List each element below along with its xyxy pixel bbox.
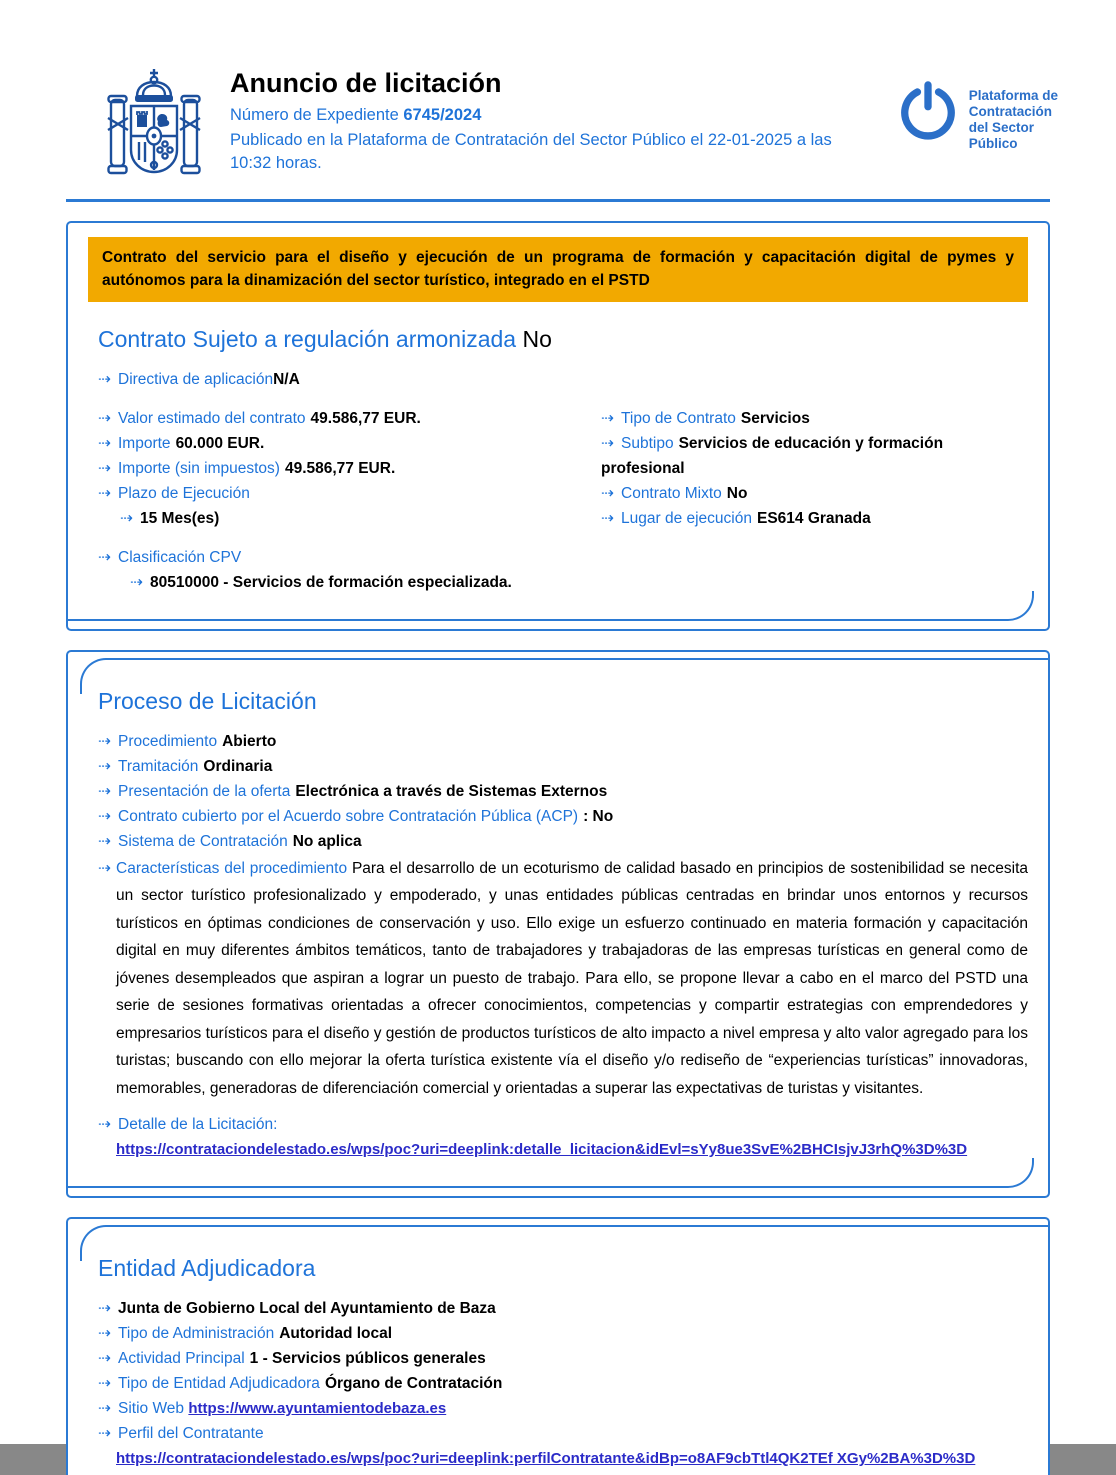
section-heading-proceso: Proceso de Licitación [98, 687, 317, 714]
dashed-arrow-icon: ⇢ [98, 1400, 111, 1417]
perfil-contratante-link[interactable]: https://contrataciondelestado.es/wps/poc?uri=deeplink:perfilContratante&idBp=o8AF9cbTtl4QK2TEf XGy%2BA%3D%3D [116, 1450, 976, 1467]
section-heading-armonizada: Contrato Sujeto a regulación armonizada No [98, 325, 552, 352]
section-heading-entidad: Entidad Adjudicadora [98, 1255, 316, 1281]
detalle-licitacion-link[interactable]: https://contrataciondelestado.es/wps/poc?uri=deeplink:detalle_licitacion&idEvl=sYy8ue3SvE%2BHCIsjvJ3rhQ%3D%3D [116, 1141, 968, 1158]
section-proceso-licitacion [66, 650, 1050, 1199]
field-directiva: ⇢ Directiva de aplicaciónN/A [98, 370, 300, 388]
caracteristicas-text: Para el desarrollo de un ecoturismo de calidad basado en principios de sostenibilidad se necesita un sector turístico profesionalizado y empoderado, y unas entidades públicas centradas en brindar unos entornos y recursos turísticos en óptimas condiciones de conservación y uso. Ello exige un esfuerzo continuado en materia formación y capacitación digital en muy diferentes ámbitos temáticos, tanto de trabajadores y trabajadoras de las empresas turísticas en general como de jóvenes desempleados que aspiran a lograr un puesto de trabajo. Para ello, se propone llevar a cabo en el marco del PSTD una serie de sesiones formativas orientadas a ofrecer conocimientos, competencias y compartir estrategias con emprendedores y empresarios turísticos para el diseño y gestión de productos turísticos de alto impacto a nivel empresa y alto valor agregado para los turistas; buscando con ello mejorar la oferta turística existente vía el diseño y/o rediseño de “experiencias turísticas” innovadoras, memorables, generadoras de diferenciación comercial y orientadas a superar las expectativas de turistas y visitantes. [116, 859, 1028, 1097]
expediente-label: Número de Expediente [230, 106, 399, 124]
field-procedimiento: ⇢ Procedimiento Abierto [98, 732, 277, 750]
field-contrato-mixto: ⇢ Contrato Mixto No [601, 484, 748, 502]
header-divider [66, 199, 1050, 202]
header-text-block [230, 66, 870, 175]
field-perfil-contratante: ⇢ Perfil del Contratante [98, 1425, 264, 1442]
field-detalle-licitacion: ⇢ Detalle de la Licitación: [98, 1116, 278, 1133]
dashed-arrow-icon: ⇢ [98, 1350, 111, 1367]
section-contrato-armonizado [66, 221, 1050, 631]
box-bottom-flourish [66, 591, 1034, 621]
published-line: Publicado en la Plataforma de Contratación del Sector Público el 22-01-2025 a las 10:32 horas. [230, 131, 832, 172]
two-column-fields [98, 406, 1028, 531]
dashed-arrow-icon: ⇢ [98, 732, 111, 750]
dashed-arrow-icon: ⇢ [601, 409, 614, 427]
dashed-arrow-icon: ⇢ [98, 370, 111, 388]
spain-coat-of-arms-logo [104, 66, 204, 185]
field-acp: ⇢ Contrato cubierto por el Acuerdo sobre Contratación Pública (ACP) : No [98, 807, 614, 825]
field-valor-estimado: ⇢ Valor estimado del contrato 49.586,77 EUR. [98, 409, 421, 427]
dashed-arrow-icon: ⇢ [98, 548, 111, 566]
field-importe-sin-impuestos: ⇢ Importe (sin impuestos) 49.586,77 EUR. [98, 459, 396, 477]
dashed-arrow-icon: ⇢ [98, 484, 111, 502]
page-title: Anuncio de licitación [230, 68, 502, 98]
dashed-arrow-icon: ⇢ [120, 509, 133, 527]
field-entidad-nombre: ⇢ Junta de Gobierno Local del Ayuntamiento de Baza [98, 1300, 496, 1317]
field-plazo-ejecucion: ⇢ Plazo de Ejecución [98, 484, 250, 502]
field-lugar-ejecucion: ⇢ Lugar de ejecución ES614 Granada [601, 509, 871, 527]
dashed-arrow-icon: ⇢ [601, 509, 614, 527]
dashed-arrow-icon: ⇢ [98, 832, 111, 850]
field-tipo-contrato: ⇢ Tipo de Contrato Servicios [601, 409, 810, 427]
field-actividad-principal: ⇢ Actividad Principal 1 - Servicios públicos generales [98, 1350, 486, 1367]
field-tramitacion: ⇢ Tramitación Ordinaria [98, 757, 273, 775]
field-tipo-administracion: ⇢ Tipo de Administración Autoridad local [98, 1325, 393, 1342]
dashed-arrow-icon: ⇢ [98, 807, 111, 825]
expediente-number: 6745/2024 [403, 106, 482, 124]
field-sistema-contratacion: ⇢ Sistema de Contratación No aplica [98, 832, 362, 850]
perfil-link-row [98, 1446, 1028, 1471]
dashed-arrow-icon: ⇢ [98, 1425, 111, 1442]
field-importe: ⇢ Importe 60.000 EUR. [98, 434, 265, 452]
power-icon [897, 80, 959, 142]
field-plazo-valor: ⇢ 15 Mes(es) [120, 509, 220, 527]
armonizada-fields [88, 367, 1028, 595]
field-tipo-entidad: ⇢ Tipo de Entidad Adjudicadora Órgano de Contratación [98, 1375, 503, 1392]
field-subtipo: ⇢ Subtipo Servicios de educación y formación profesional [601, 434, 944, 477]
sitio-web-link[interactable]: https://www.ayuntamientodebaza.es [188, 1400, 447, 1417]
proceso-fields [88, 729, 1028, 1163]
dashed-arrow-icon: ⇢ [601, 434, 614, 452]
dashed-arrow-icon: ⇢ [601, 484, 614, 502]
field-caracteristicas: ⇢ Características del procedimiento Para el desarrollo de un ecoturismo de calidad basado en principios de sostenibilidad se necesita un sector turístico profesionalizado y empoderado, y unas entidades públicas centradas en brindar unos entornos y recursos turísticos en óptimas condiciones de conservación y uso. Ello exige un esfuerzo continuado en materia formación y capacitación digital en muy diferentes ámbitos temáticos, tanto de trabajadores y trabajadoras de las empresas turísticas en general como de jóvenes desempleados que aspiran a lograr un puesto de trabajo. Para ello, se propone llevar a cabo en el marco del PSTD una serie de sesiones formativas orientadas a ofrecer conocimientos, competencias y compartir estrategias con emprendedores y empresarios turísticos para el diseño y gestión de productos turísticos de alto impacto a nivel empresa y alto valor agregado para los turistas; buscando con ello mejorar la oferta turística existente vía el diseño y/o rediseño de “experiencias turísticas” innovadoras, memorables, generadoras de diferenciación comercial y orientadas a superar las expectativas de turistas y visitantes. [98, 859, 1028, 1097]
dashed-arrow-icon: ⇢ [98, 782, 111, 800]
document-header [0, 0, 1116, 185]
dashed-arrow-icon: ⇢ [98, 459, 111, 477]
dashed-arrow-icon: ⇢ [98, 757, 111, 775]
dashed-arrow-icon: ⇢ [98, 859, 111, 877]
coat-of-arms-icon [104, 66, 204, 180]
dashed-arrow-icon: ⇢ [98, 1375, 111, 1392]
dashed-arrow-icon: ⇢ [130, 573, 143, 591]
platform-logo-text: Plataforma de Contratación del Sector Público [968, 88, 1058, 151]
dashed-arrow-icon: ⇢ [98, 1116, 111, 1133]
detalle-link-row [98, 1137, 1028, 1162]
section-entidad-adjudicadora [66, 1217, 1050, 1475]
field-presentacion-oferta: ⇢ Presentación de la oferta Electrónica a través de Sistemas Externos [98, 782, 608, 800]
dashed-arrow-icon: ⇢ [98, 1300, 111, 1317]
expediente-line [230, 106, 870, 125]
entidad-fields [88, 1296, 1028, 1471]
platform-logo [897, 66, 1058, 152]
contract-title-banner: Contrato del servicio para el diseño y ejecución de un programa de formación y capacitación digital de pymes y autónomos para la dinamización del sector turístico, integrado en el PSTD [88, 237, 1028, 302]
dashed-arrow-icon: ⇢ [98, 409, 111, 427]
dashed-arrow-icon: ⇢ [98, 434, 111, 452]
dashed-arrow-icon: ⇢ [98, 1325, 111, 1342]
fields-column-right [601, 406, 1028, 531]
field-clasificacion-cpv: ⇢ Clasificación CPV [98, 548, 242, 566]
box-bottom-flourish [66, 1158, 1034, 1188]
field-cpv-codigo: ⇢ 80510000 - Servicios de formación especializada. [130, 573, 512, 591]
fields-column-left [98, 406, 601, 531]
field-sitio-web: ⇢ Sitio Web https://www.ayuntamientodebaza.es [98, 1400, 447, 1417]
